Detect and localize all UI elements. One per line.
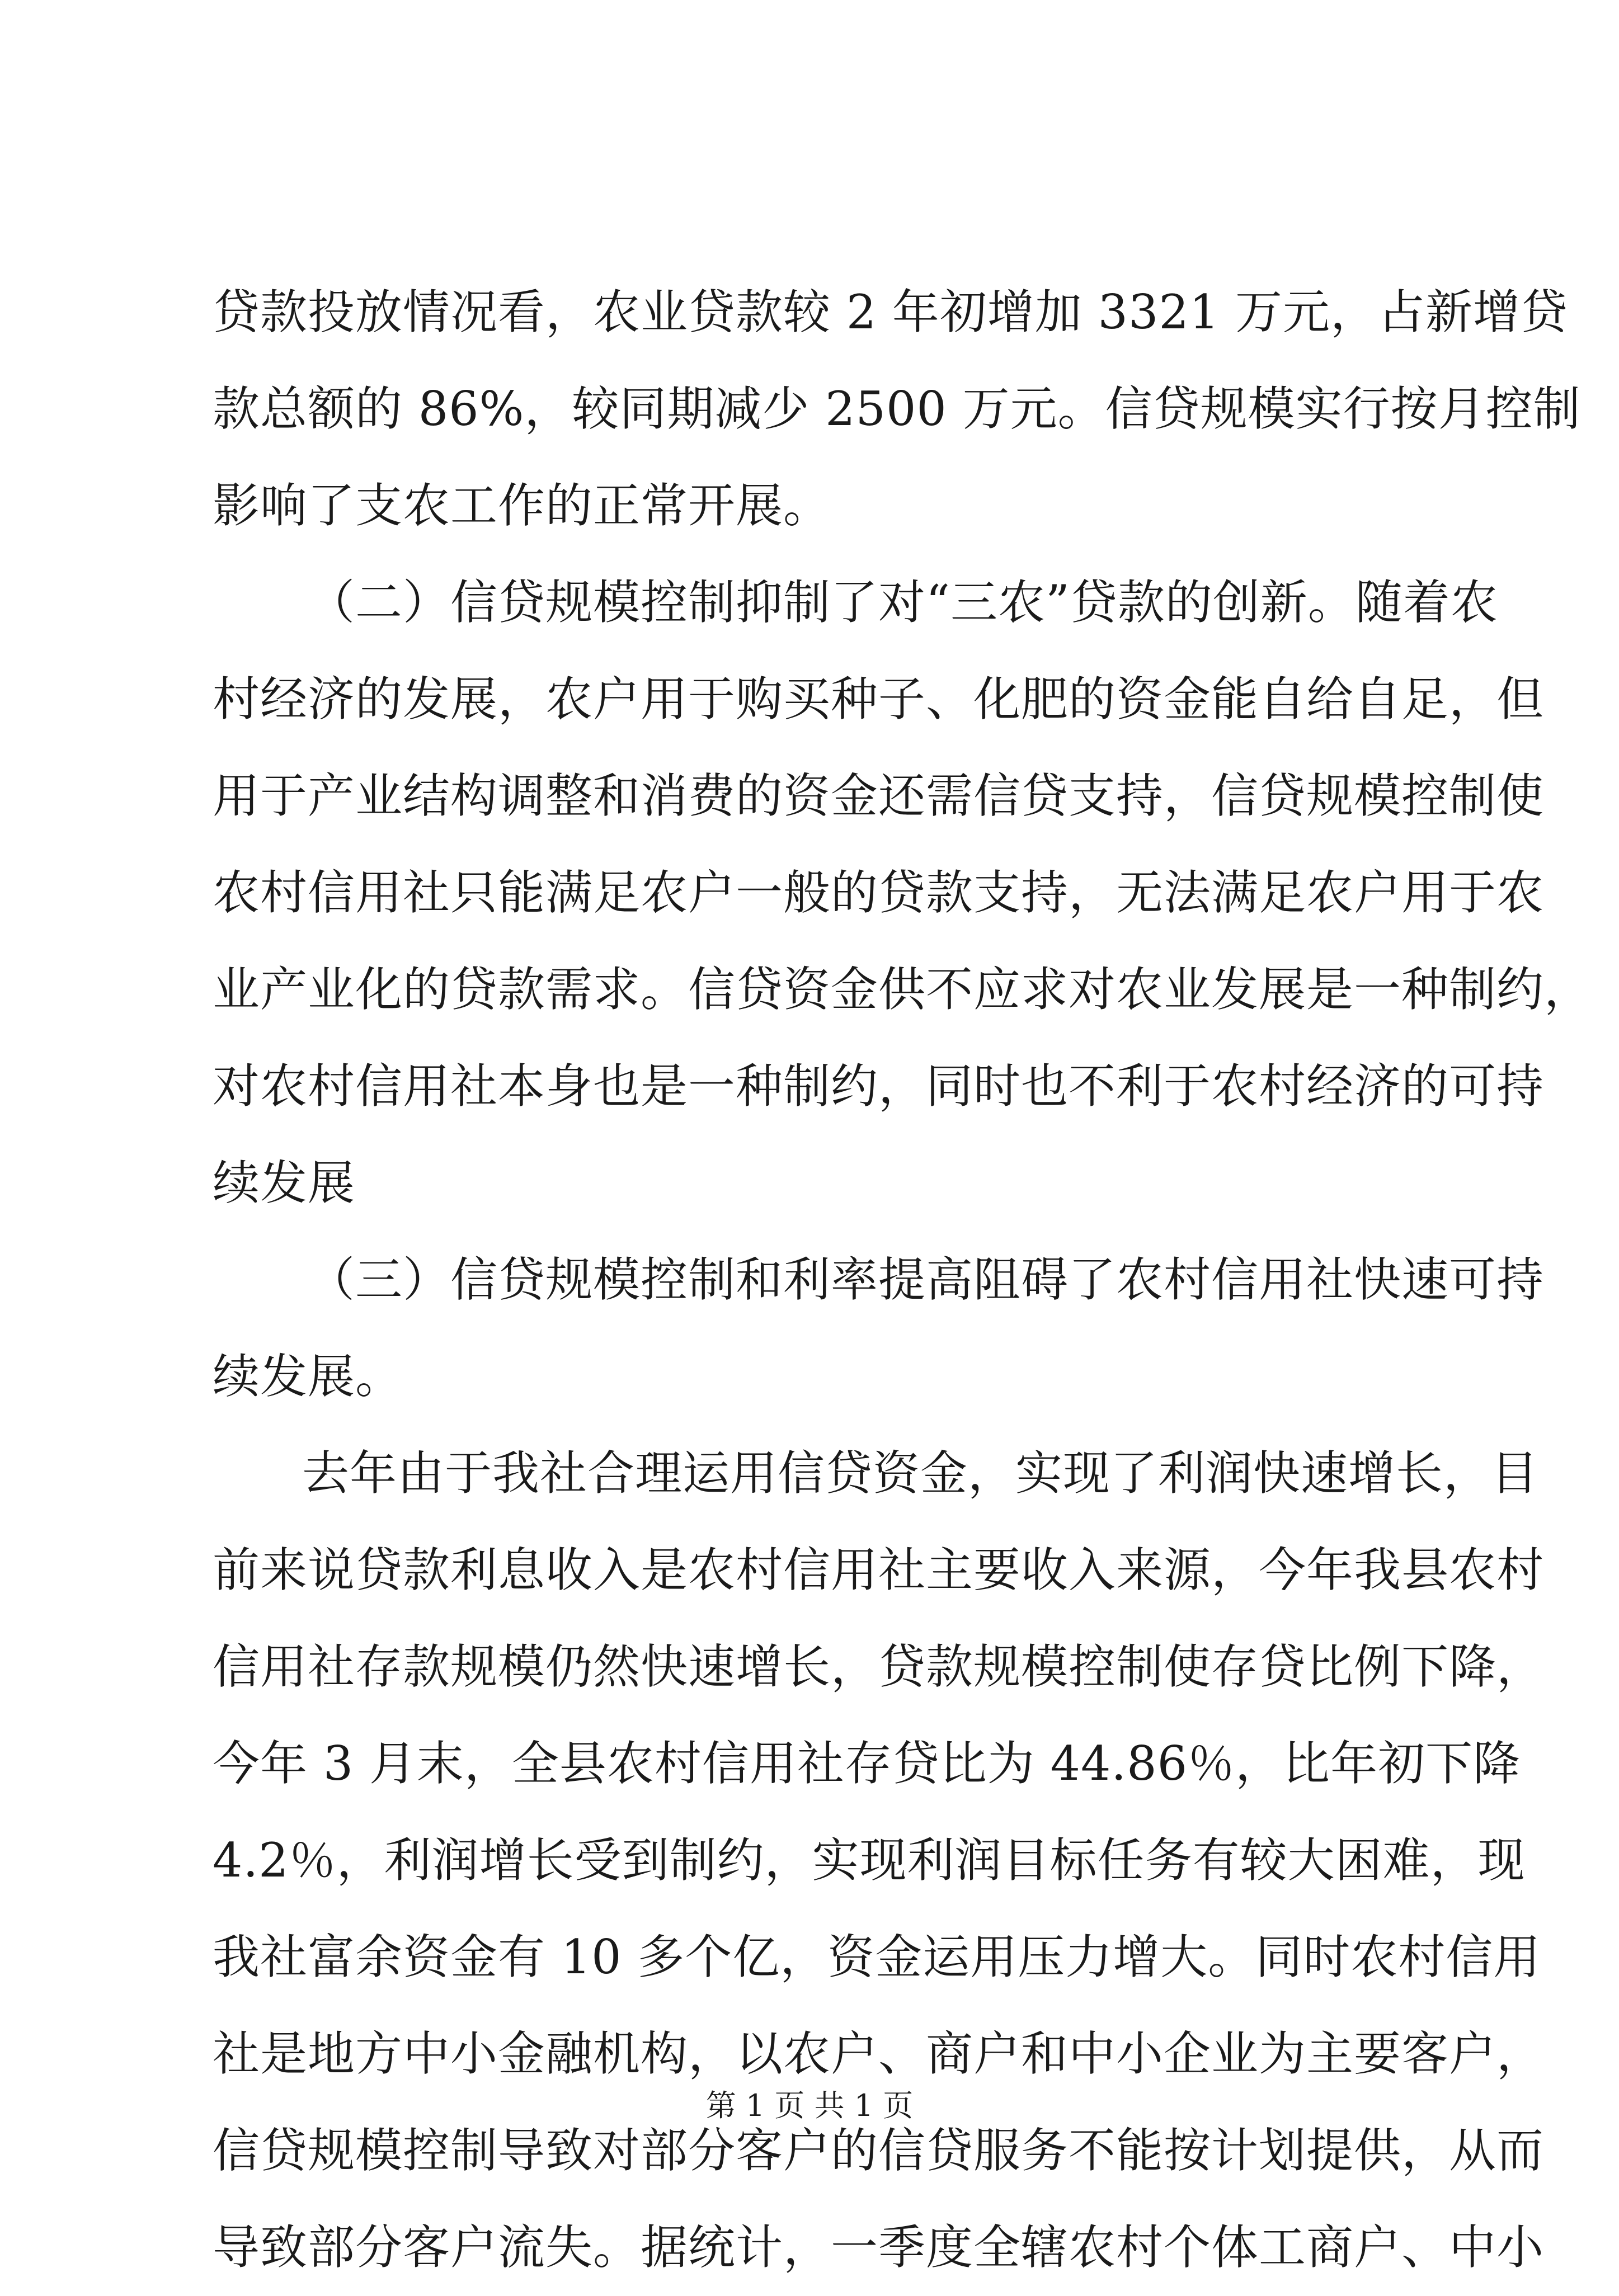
text-line: 款总额的 86%，较同期减少 2500 万元。信贷规模实行按月控制 <box>213 381 1581 436</box>
text-line: 信贷规模控制导致对部分客户的信贷服务不能按计划提供，从而 <box>213 2123 1545 2178</box>
text-line: 我社富余资金有 10 多个亿，资金运用压力增大。同时农村信用 <box>213 1930 1541 1984</box>
text-line: 前来说贷款利息收入是农村信用社主要收入来源，今年我县农村 <box>213 1543 1545 1597</box>
text-line: 村经济的发展，农户用于购买种子、化肥的资金能自给自足，但 <box>213 672 1545 727</box>
text-line: 今年 3 月末，全县农村信用社存贷比为 44.86％，比年初下降 <box>213 1736 1521 1791</box>
text-line: 贷款投放情况看，农业贷款较 2 年初增加 3321 万元，占新增贷 <box>213 285 1569 340</box>
text-line: 用于产业结构调整和消费的资金还需信贷支持，信贷规模控制使 <box>213 769 1545 823</box>
text-line: 影响了支农工作的正常开展。 <box>213 478 831 533</box>
text-line: 业产业化的贷款需求。信贷资金供不应求对农业发展是一种制约， <box>213 962 1592 1017</box>
text-line: 去年由于我社合理运用信贷资金，实现了利润快速增长，目 <box>302 1446 1539 1501</box>
text-line: （二）信贷规模控制抑制了对“三农”贷款的创新。随着农 <box>308 575 1498 630</box>
text-line: 农村信用社只能满足农户一般的贷款支持，无法满足农户用于农 <box>213 865 1545 920</box>
body-text <box>213 264 1592 2296</box>
text-line: 续发展 <box>213 1156 356 1210</box>
text-line: 4.2％，利润增长受到制约，实现利润目标任务有较大困难，现 <box>213 1833 1526 1888</box>
page-footer: 第 1 页 共 1 页 <box>705 2088 914 2123</box>
text-line: 社是地方中小金融机构，以农户、商户和中小企业为主要客户， <box>213 2026 1545 2081</box>
text-line: （三）信贷规模控制和利率提高阻碍了农村信用社快速可持 <box>308 1252 1545 1307</box>
text-line: 续发展。 <box>213 1349 403 1404</box>
text-line: 信用社存款规模仍然快速增长，贷款规模控制使存贷比例下降， <box>213 1639 1545 1694</box>
text-line: 对农村信用社本身也是一种制约，同时也不利于农村经济的可持 <box>213 1059 1545 1114</box>
text-line: 导致部分客户流失。据统计，一季度全辖农村个体工商户、中小 <box>213 2220 1545 2275</box>
